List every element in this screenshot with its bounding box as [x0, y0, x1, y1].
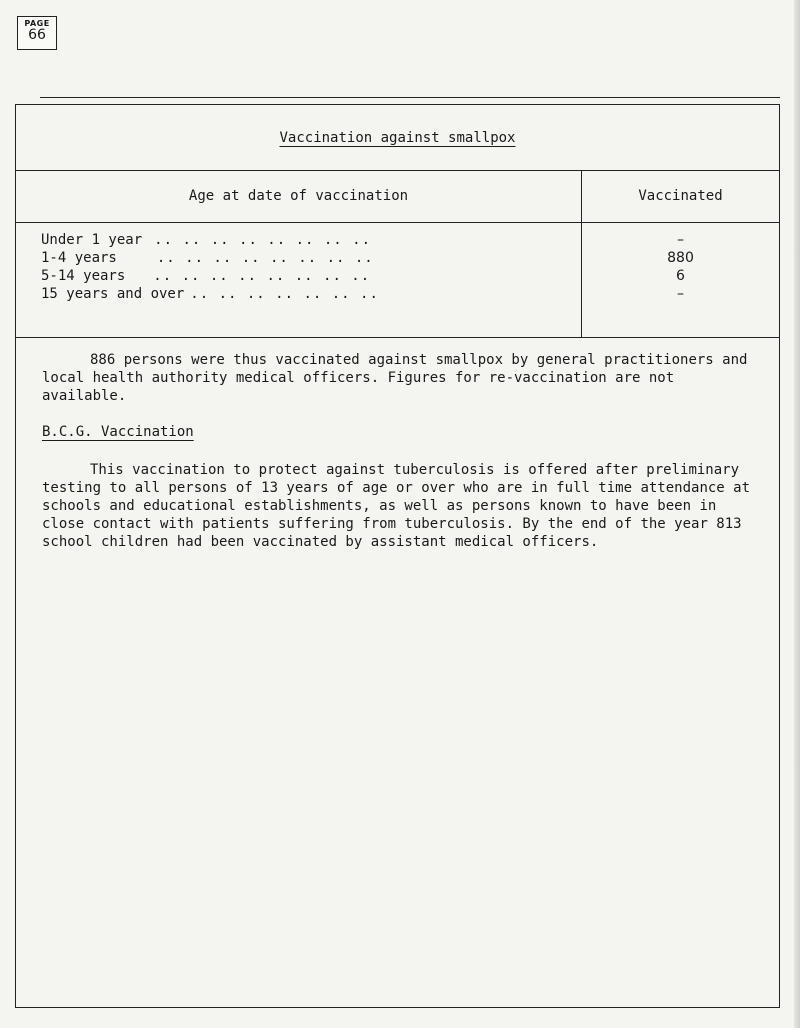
age-rows: [41, 231, 581, 303]
table-bottom-rule: [16, 337, 779, 338]
vaccinated-value: –: [677, 286, 684, 302]
top-rule: [40, 97, 780, 98]
page-label: PAGE: [24, 19, 50, 28]
row-label: 1-4 years: [41, 250, 117, 266]
bcg-heading: B.C.G. Vaccination: [42, 424, 194, 440]
column-header-age: Age at date of vaccination: [188, 188, 409, 204]
column-header-vaccinated: Vaccinated: [638, 188, 723, 204]
vaccinated-value: –: [677, 232, 684, 248]
leader-dots: .. .. .. .. .. .. .. ..: [156, 250, 374, 266]
page-number-badge: [17, 16, 57, 50]
page-edge: [794, 0, 800, 1028]
row-label: Under 1 year: [41, 232, 143, 248]
table-row: [41, 285, 581, 303]
header-top-rule: [16, 170, 779, 171]
row-label: 15 years and over: [41, 286, 185, 302]
row-label: 5-14 years: [41, 268, 126, 284]
header-bottom-rule: [16, 222, 779, 223]
paragraph-smallpox-summary: 886 persons were thus vaccinated against smallpox by general practitioners and local health authority medical officers. Figures for re-vaccination are not available.: [42, 352, 748, 404]
leader-dots: .. .. .. .. .. .. ..: [190, 286, 379, 302]
vaccinated-value: 880: [667, 250, 694, 266]
page-number: 66: [28, 27, 46, 43]
table-title: Vaccination against smallpox: [279, 130, 516, 146]
vaccinated-value: 6: [676, 268, 685, 284]
table-row: [41, 249, 581, 267]
body-text: [42, 351, 762, 569]
vaccinated-values: [582, 231, 779, 303]
leader-dots: .. .. .. .. .. .. .. ..: [154, 232, 372, 248]
table-row: [41, 267, 581, 285]
leader-dots: .. .. .. .. .. .. .. ..: [153, 268, 371, 284]
paragraph-bcg: This vaccination to protect against tuberculosis is offered after preliminary testing to all persons of 13 years of age or over who are in full time attendance at schools and educational establishments, as well as persons known to have been in close contact with patients suffering from tuberculosis. By the end of the year 813 school children had been vaccinated by assistant medical officers.: [42, 462, 751, 550]
document-frame: [15, 104, 780, 1008]
table-row: [41, 231, 581, 249]
